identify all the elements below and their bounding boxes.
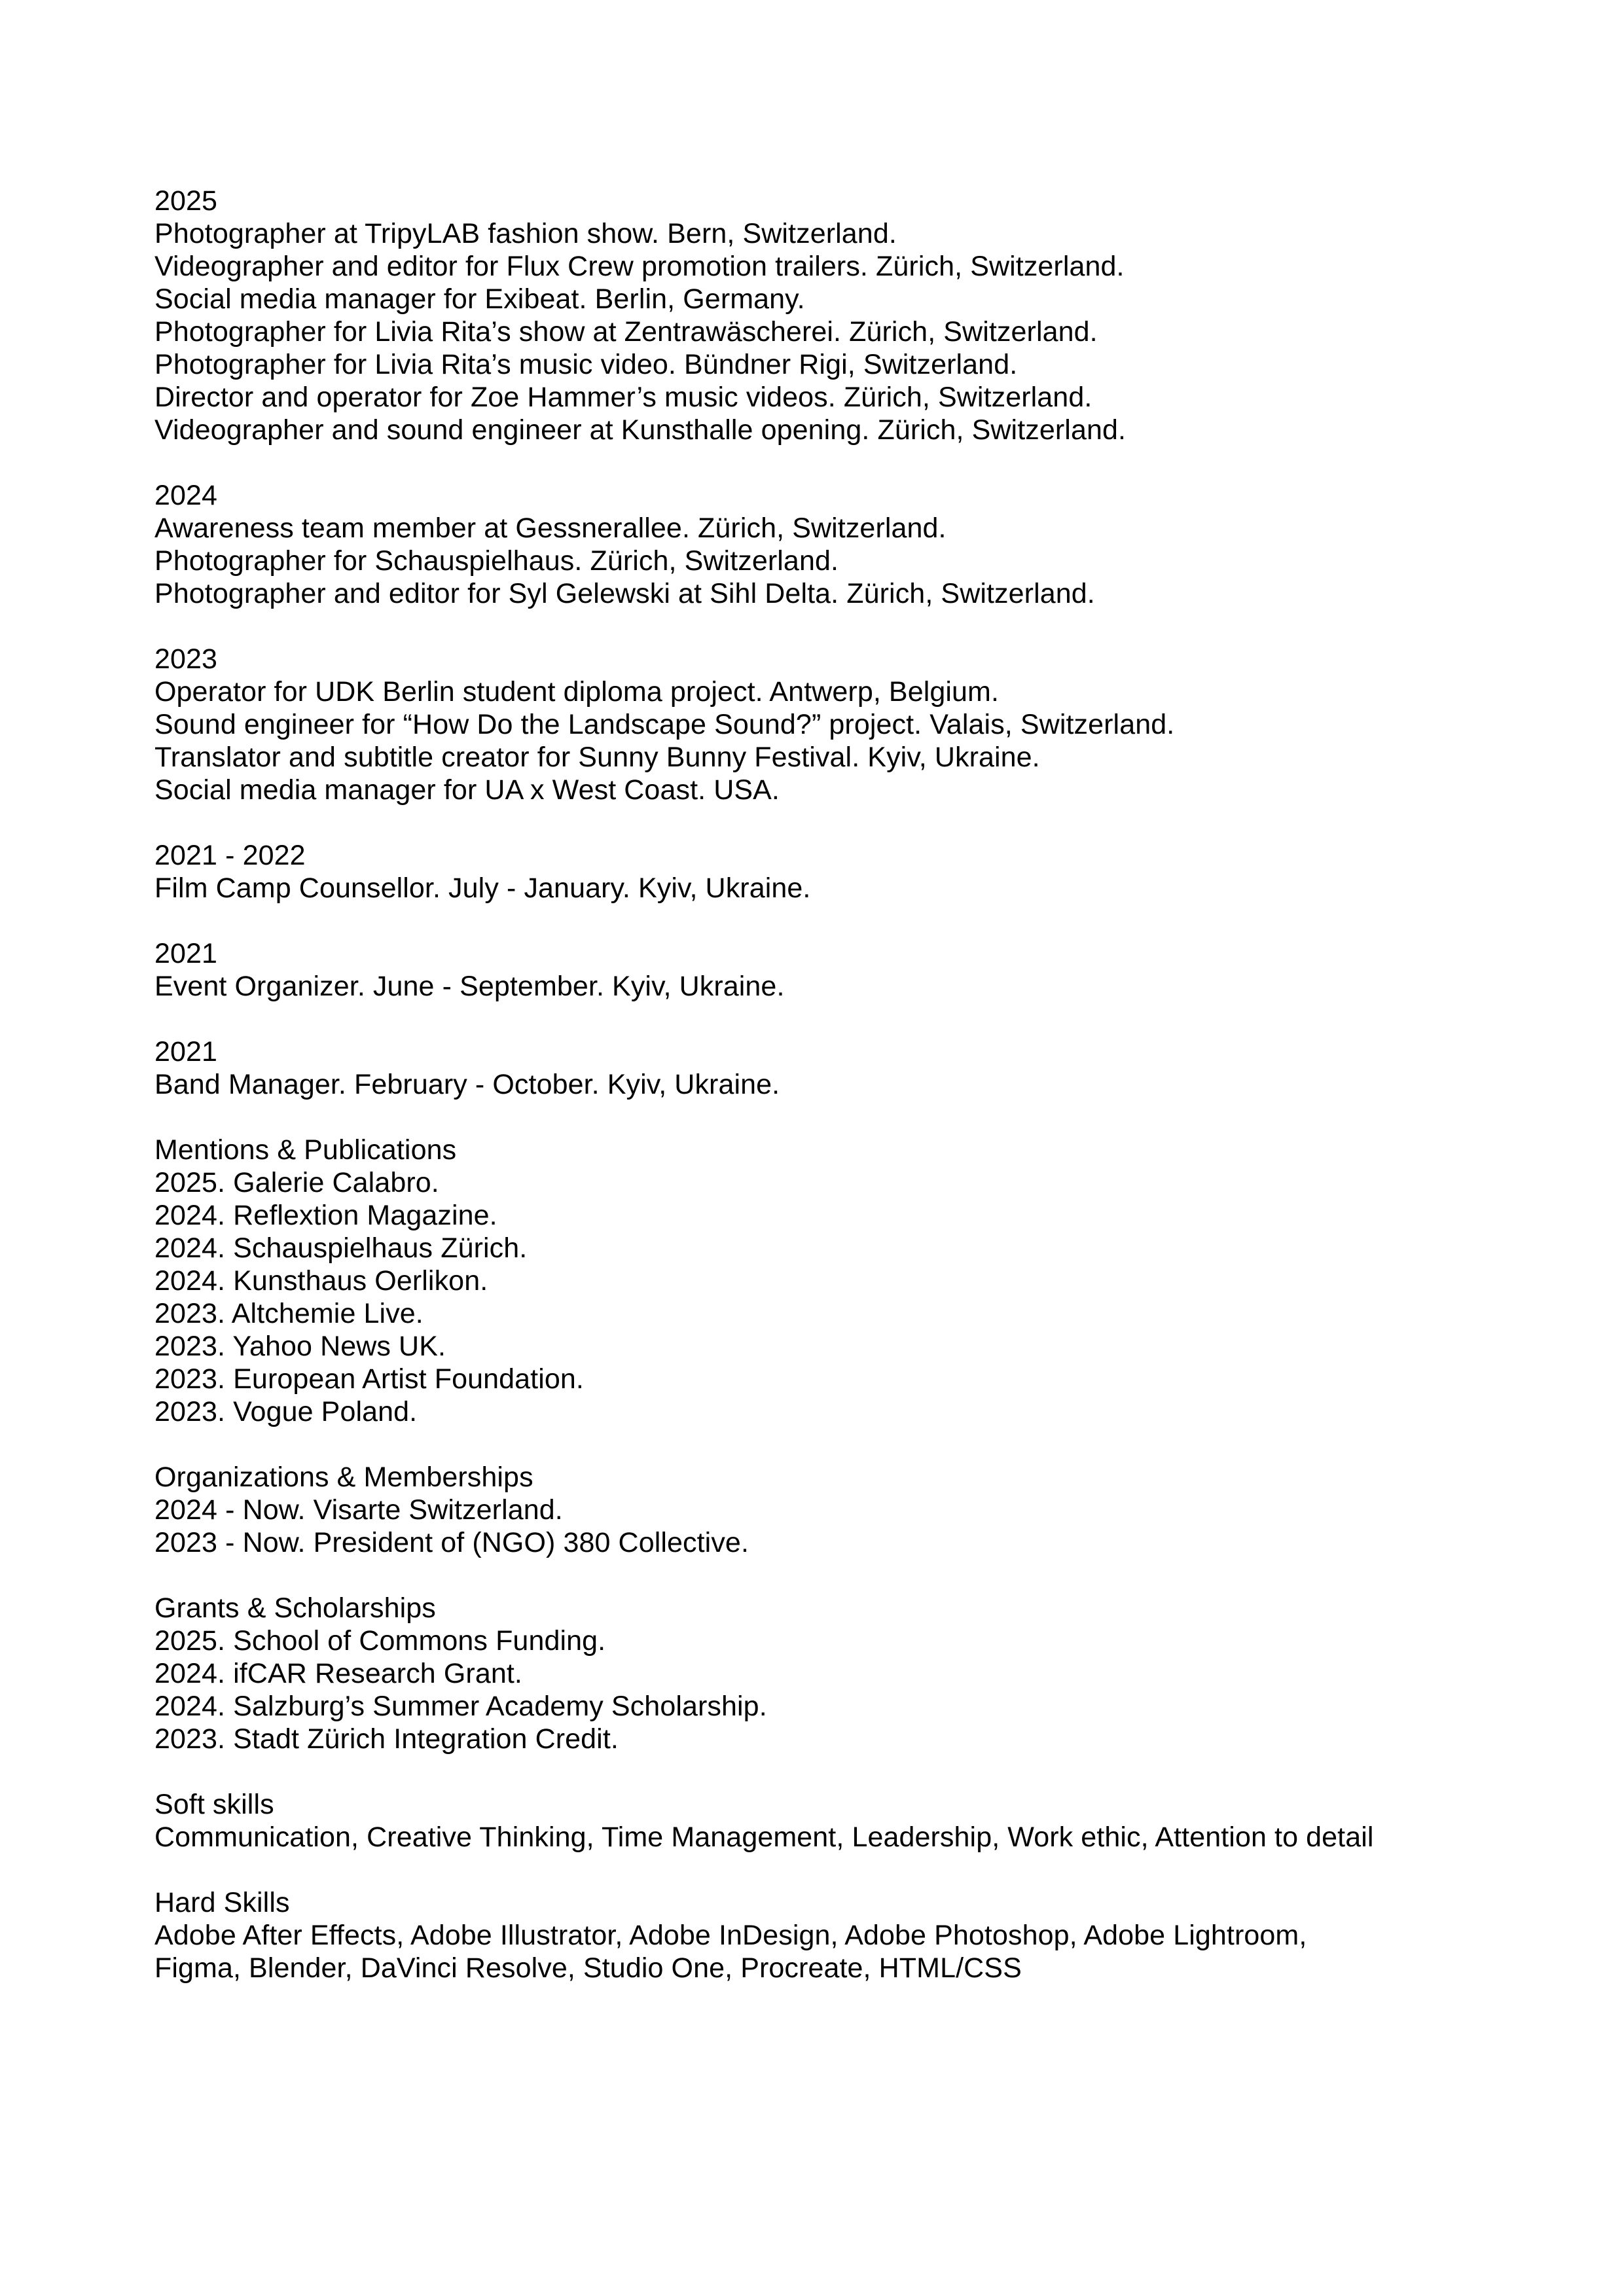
section-heading: Organizations & Memberships (154, 1462, 533, 1493)
section-heading: Mentions & Publications (154, 1134, 457, 1166)
entry-line: Figma, Blender, DaVinci Resolve, Studio One, Procreate, HTML/CSS (154, 1952, 1022, 1984)
entry-line: Videographer and editor for Flux Crew promotion trailers. Zürich, Switzerland. (154, 251, 1125, 282)
entry-line: 2025. Galerie Calabro. (154, 1167, 439, 1198)
entry-line: 2023. European Artist Foundation. (154, 1363, 584, 1395)
entry-line: 2023. Vogue Poland. (154, 1396, 418, 1427)
section (154, 937, 1608, 1003)
entry-line: 2023. Altchemie Live. (154, 1298, 424, 1329)
section-heading: Soft skills (154, 1789, 274, 1820)
section (154, 1035, 1608, 1101)
entry-line: Film Camp Counsellor. July - January. Kyiv, Ukraine. (154, 872, 811, 904)
entry-line: Adobe After Effects, Adobe Illustrator, Adobe InDesign, Adobe Photoshop, Adobe Lightroom, (154, 1920, 1307, 1951)
entry-line: Communication, Creative Thinking, Time Management, Leadership, Work ethic, Attention to detail (154, 1821, 1374, 1853)
entry-line: 2024. ifCAR Research Grant. (154, 1658, 522, 1689)
section-heading: 2021 - 2022 (154, 840, 306, 871)
entry-line: 2024. Salzburg’s Summer Academy Scholarship. (154, 1691, 767, 1722)
section (154, 185, 1608, 446)
resume-document (154, 185, 1608, 2017)
entry-line: Band Manager. February - October. Kyiv, Ukraine. (154, 1069, 780, 1100)
section (154, 643, 1608, 806)
entry-line: 2024. Kunsthaus Oerlikon. (154, 1265, 488, 1297)
entry-line: Photographer and editor for Syl Gelewski at Sihl Delta. Zürich, Switzerland. (154, 578, 1095, 609)
section-heading: 2023 (154, 643, 218, 675)
section-heading: 2021 (154, 938, 218, 969)
entry-line: Social media manager for UA x West Coast. USA. (154, 774, 780, 806)
entry-line: Photographer at TripyLAB fashion show. Bern, Switzerland. (154, 218, 897, 249)
section-heading: Hard Skills (154, 1887, 290, 1918)
section-heading: 2025 (154, 185, 218, 217)
section-heading: 2021 (154, 1036, 218, 1067)
section (154, 1134, 1608, 1428)
entry-line: Photographer for Livia Rita’s music video. Bündner Rigi, Switzerland. (154, 349, 1018, 380)
section (154, 1788, 1608, 1854)
entry-line: Director and operator for Zoe Hammer’s music videos. Zürich, Switzerland. (154, 382, 1092, 413)
entry-line: 2025. School of Commons Funding. (154, 1625, 606, 1657)
section (154, 479, 1608, 610)
section (154, 839, 1608, 905)
entry-line: 2023. Stadt Zürich Integration Credit. (154, 1723, 619, 1755)
section (154, 1592, 1608, 1755)
entry-line: 2024. Reflextion Magazine. (154, 1200, 497, 1231)
entry-line: Translator and subtitle creator for Sunny Bunny Festival. Kyiv, Ukraine. (154, 742, 1040, 773)
entry-line: Photographer for Livia Rita’s show at Zentrawäscherei. Zürich, Switzerland. (154, 316, 1098, 348)
entry-line: Sound engineer for “How Do the Landscape Sound?” project. Valais, Switzerland. (154, 709, 1175, 740)
entry-line: 2023. Yahoo News UK. (154, 1331, 446, 1362)
section (154, 1461, 1608, 1559)
entry-line: 2023 - Now. President of (NGO) 380 Collective. (154, 1527, 749, 1558)
section-heading: Grants & Scholarships (154, 1592, 436, 1624)
section-heading: 2024 (154, 480, 218, 511)
entry-line: 2024. Schauspielhaus Zürich. (154, 1232, 528, 1264)
entry-line: Photographer for Schauspielhaus. Zürich, Switzerland. (154, 545, 839, 577)
entry-line: Awareness team member at Gessnerallee. Zürich, Switzerland. (154, 512, 947, 544)
entry-line: Event Organizer. June - September. Kyiv, Ukraine. (154, 971, 785, 1002)
entry-line: Videographer and sound engineer at Kunsthalle opening. Zürich, Switzerland. (154, 414, 1127, 446)
entry-line: Social media manager for Exibeat. Berlin, Germany. (154, 283, 805, 315)
section (154, 1886, 1608, 1984)
entry-line: Operator for UDK Berlin student diploma project. Antwerp, Belgium. (154, 676, 1000, 708)
entry-line: 2024 - Now. Visarte Switzerland. (154, 1494, 563, 1526)
